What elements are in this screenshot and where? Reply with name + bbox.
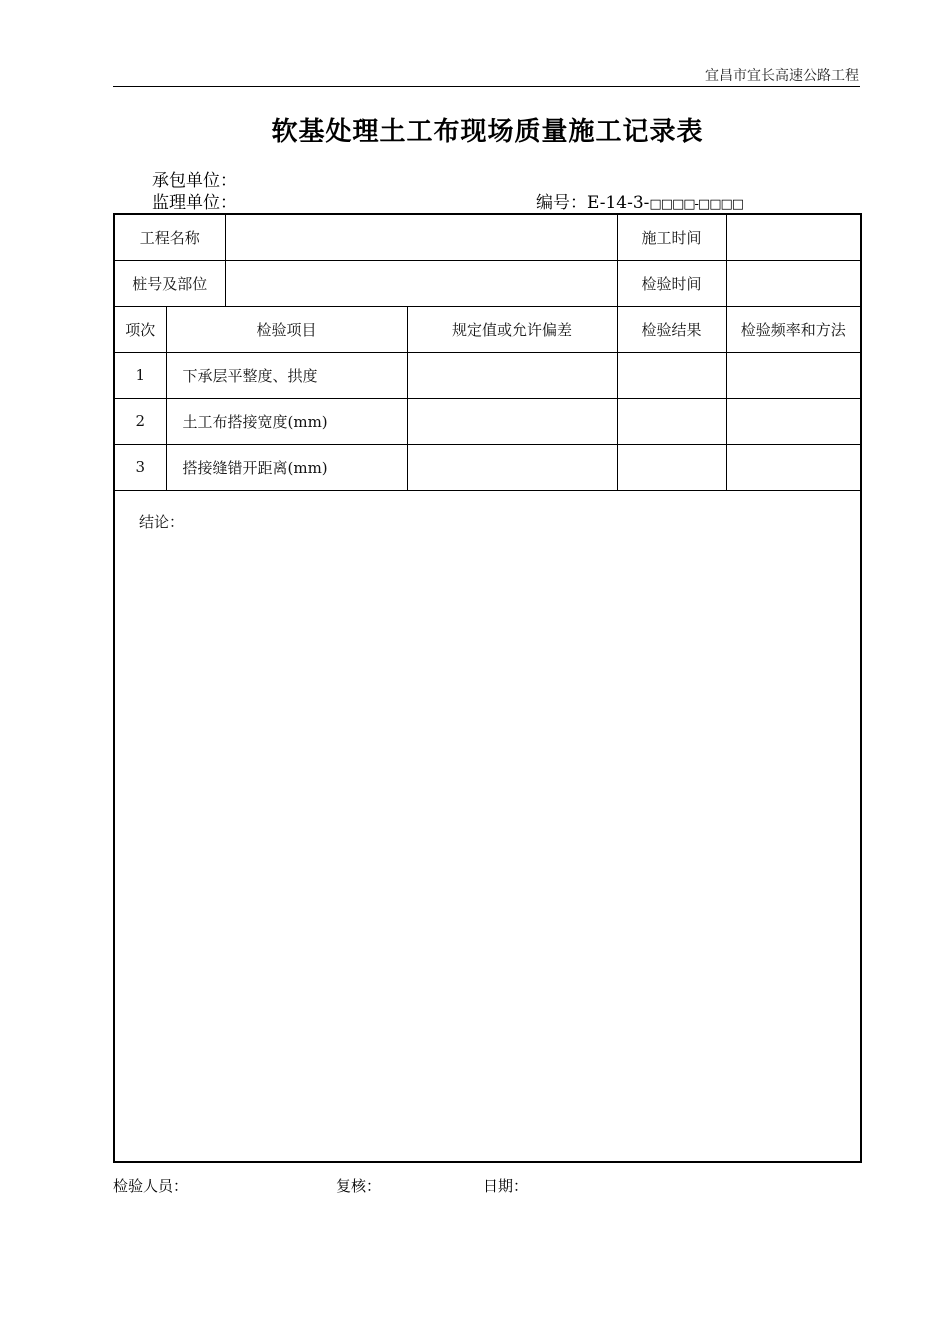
method-cell[interactable] (726, 398, 861, 444)
row-number: 3 (114, 444, 166, 490)
row-item: 下承层平整度、拱度 (166, 352, 407, 398)
docno-prefix: E-14-3- (587, 193, 650, 213)
conclusion-area[interactable] (114, 490, 861, 1162)
station-label: 桩号及部位 (114, 260, 225, 306)
supervisor-label: 监理单位： (152, 193, 237, 213)
project-name-label: 工程名称 (114, 214, 225, 260)
table-row (114, 444, 861, 490)
tolerance-cell[interactable] (407, 352, 617, 398)
form-title: 软基处理土工布现场质量施工记录表 (271, 117, 704, 147)
project-name-field[interactable] (225, 214, 617, 260)
table-row (114, 352, 861, 398)
station-row (114, 260, 861, 306)
inspection-time-label: 检验时间 (617, 260, 726, 306)
method-cell[interactable] (726, 444, 861, 490)
column-header-tolerance: 规定值或允许偏差 (407, 306, 617, 352)
table-header-row (114, 306, 861, 352)
date-label: 日期： (483, 1177, 529, 1195)
tolerance-cell[interactable] (407, 444, 617, 490)
inspection-table (113, 213, 862, 1163)
column-header-item: 检验项目 (166, 306, 407, 352)
column-header-no: 项次 (114, 306, 166, 352)
docno-boxes: □□□□-□□□□ (649, 197, 744, 212)
construction-time-label: 施工时间 (617, 214, 726, 260)
reviewer-label: 复核： (336, 1177, 382, 1195)
row-item: 搭接缝错开距离(mm) (166, 444, 407, 490)
tolerance-cell[interactable] (407, 398, 617, 444)
header-rule (113, 86, 860, 87)
station-field[interactable] (225, 260, 617, 306)
construction-time-field[interactable] (726, 214, 861, 260)
row-item: 土工布搭接宽度(mm) (166, 398, 407, 444)
method-cell[interactable] (726, 352, 861, 398)
inspector-label: 检验人员： (113, 1177, 189, 1195)
project-name-row (114, 214, 861, 260)
conclusion-label: 结论： (139, 512, 185, 531)
row-number: 2 (114, 398, 166, 444)
column-header-result: 检验结果 (617, 306, 726, 352)
contractor-label: 承包单位： (152, 171, 237, 191)
docno-label: 编号： (536, 193, 587, 213)
column-header-method: 检验频率和方法 (726, 306, 861, 352)
table-row (114, 398, 861, 444)
header-project-name: 宜昌市宜长高速公路工程 (705, 68, 859, 84)
result-cell[interactable] (617, 352, 726, 398)
result-cell[interactable] (617, 398, 726, 444)
result-cell[interactable] (617, 444, 726, 490)
inspection-time-field[interactable] (726, 260, 861, 306)
conclusion-row (114, 490, 861, 1162)
row-number: 1 (114, 352, 166, 398)
